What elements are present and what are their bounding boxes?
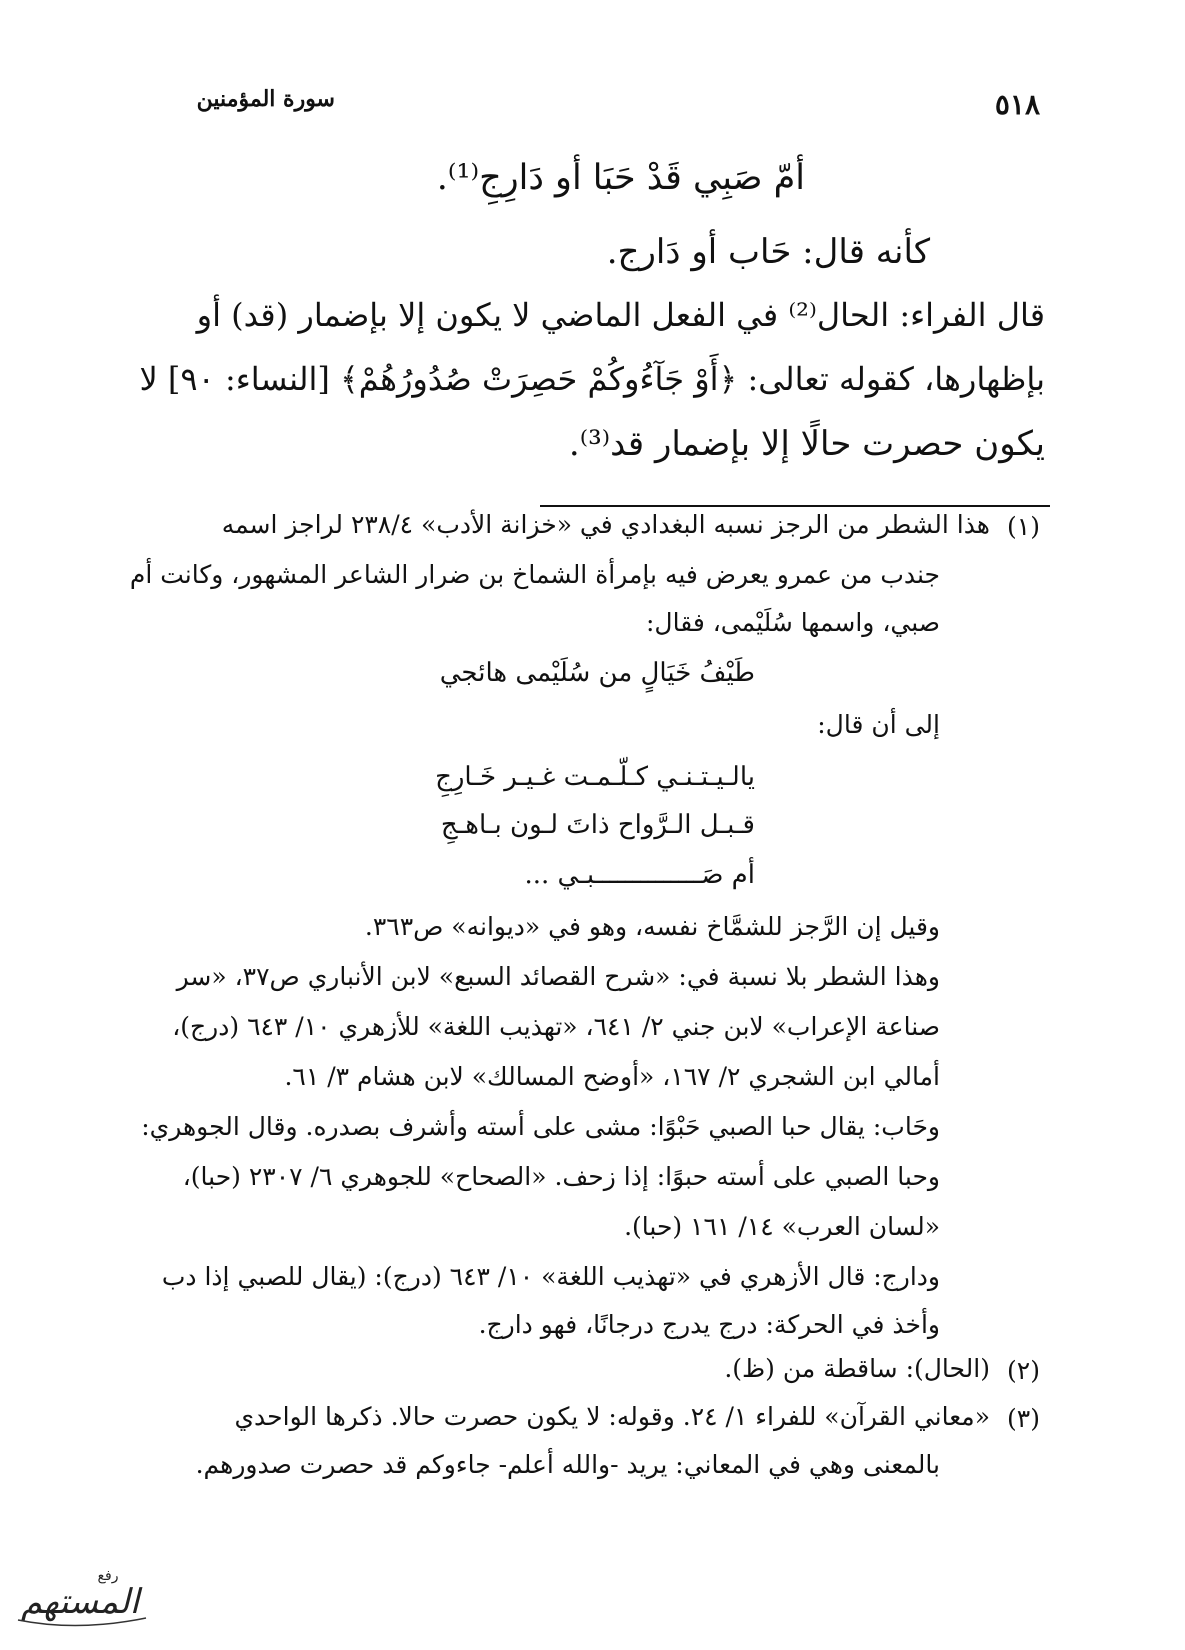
footnote-1-poem-4: أم صَــــــــــــــبـي ... xyxy=(524,860,755,890)
logo-calligraphy-icon xyxy=(8,1558,153,1638)
footnote-1-line-13: وأخذ في الحركة: درج يدرج درجانًا، فهو دارج. xyxy=(478,1310,940,1339)
footnote-separator xyxy=(540,505,1050,507)
footnote-1-line-10: وحبا الصبي على أسته حبوًا: إذا زحف. «الصحاح» للجوهري ٦/ ٢٣٠٧ (حبا)، xyxy=(182,1162,940,1191)
main-line-1: كأنه قال: حَاب أو دَارج. xyxy=(606,232,930,272)
footnote-3-line-2: بالمعنى وهي في المعاني: يريد -والله أعلم- جاءوكم قد حصرت صدورهم. xyxy=(195,1450,940,1479)
footnote-1-line-6: وهذا الشطر بلا نسبة في: «شرح القصائد السبع» لابن الأنباري ص٣٧، «سر xyxy=(176,962,940,991)
footnote-1-line-4: إلى أن قال: xyxy=(817,710,940,739)
verse-line: أمّ صَبِي قَدْ حَبَا أو دَارِجِ⁽¹⁾. xyxy=(436,158,805,198)
footnote-1-line-3: صبي، واسمها سُلَيْمى، فقال: xyxy=(645,608,940,637)
footnote-1-line-5: وقيل إن الرَّجز للشمَّاخ نفسه، وهو في «ديوانه» ص٣٦٣. xyxy=(364,912,940,941)
main-line-2: قال الفراء: الحال⁽²⁾ في الفعل الماضي لا يكون إلا بإضمار (قد) أو xyxy=(196,296,1045,334)
svg-text:المستهم: المستهم xyxy=(20,1582,140,1622)
main-line-3: بإظهارها، كقوله تعالى: ﴿أَوْ جَآءُوكُمْ حَصِرَتْ صُدُورُهُمْ﴾ [النساء: ٩٠] لا xyxy=(139,360,1045,398)
svg-text:رفع: رفع xyxy=(97,1568,119,1584)
footnote-1-poem-2: يالـيـتـنـي كـلّـمـت غـيـر خَـارِجِ xyxy=(435,762,755,792)
footnote-2-marker: (٢) xyxy=(1007,1356,1040,1385)
footnote-1-line-11: «لسان العرب» ١٤/ ١٦١ (حبا). xyxy=(624,1212,940,1241)
footnote-1-poem-3: قـبـل الـرَّواح ذاتَ لـون بـاهـجِ xyxy=(440,810,755,840)
page-number: ٥١٨ xyxy=(994,88,1040,121)
footnote-1-marker: (١) xyxy=(1007,512,1040,541)
footnote-1-line-8: أمالي ابن الشجري ٢/ ١٦٧، «أوضح المسالك» لابن هشام ٣/ ٦١. xyxy=(284,1062,940,1091)
publisher-logo xyxy=(8,1558,153,1638)
footnote-1-line-1: هذا الشطر من الرجز نسبه البغدادي في «خزانة الأدب» ٢٣٨/٤ لراجز اسمه xyxy=(221,510,990,539)
footnote-3-marker: (٣) xyxy=(1007,1404,1040,1433)
footnote-1-line-12: ودارج: قال الأزهري في «تهذيب اللغة» ١٠/ ٦٤٣ (درج): (يقال للصبي إذا دب xyxy=(161,1262,940,1291)
footnote-1-poem-1: طَيْفُ خَيَالٍ من سُلَيْمى هائجي xyxy=(439,658,755,688)
footnote-2-line-1: (الحال): ساقطة من (ظ). xyxy=(724,1354,990,1383)
main-line-4: يكون حصرت حالًا إلا بإضمار قد⁽³⁾. xyxy=(568,424,1045,464)
surah-title: سورة المؤمنين xyxy=(196,86,335,112)
footnote-1-line-7: صناعة الإعراب» لابن جني ٢/ ٦٤١، «تهذيب اللغة» للأزهري ١٠/ ٦٤٣ (درج)، xyxy=(172,1012,940,1041)
footnote-3-line-1: «معاني القرآن» للفراء ١/ ٢٤. وقوله: لا يكون حصرت حالا. ذكرها الواحدي xyxy=(234,1402,990,1431)
footnote-1-line-2: جندب من عمرو يعرض فيه بإمرأة الشماخ بن ضرار الشاعر المشهور، وكانت أم xyxy=(129,560,940,589)
footnote-1-line-9: وحَاب: يقال حبا الصبي حَبْوًا: مشى على أسته وأشرف بصدره. وقال الجوهري: xyxy=(141,1112,940,1141)
